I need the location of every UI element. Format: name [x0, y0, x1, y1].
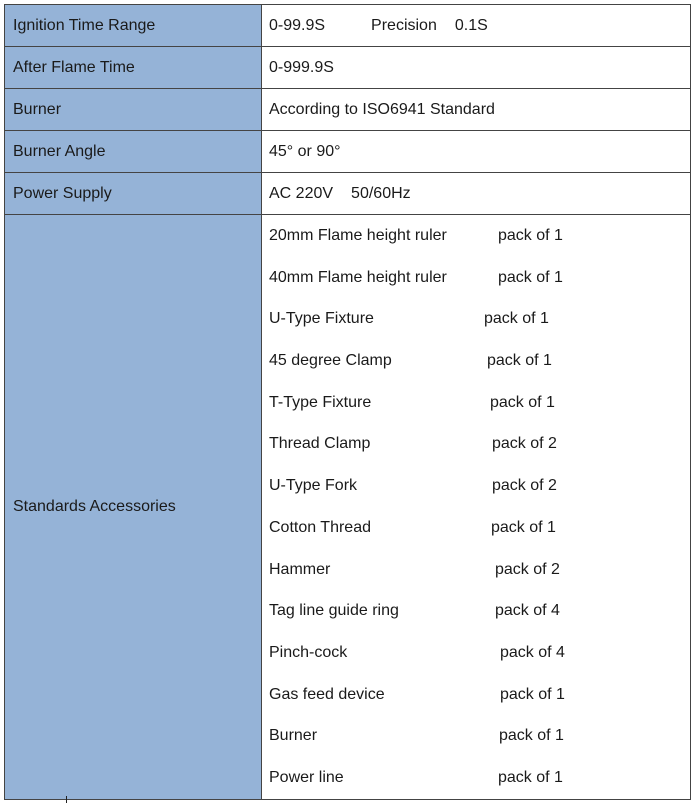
list-item: [269, 382, 690, 424]
accessory-qty: pack of 2: [495, 560, 560, 578]
precision-label: Precision: [371, 16, 437, 34]
ignition-range-value: 0-99.9S: [269, 16, 326, 34]
accessory-qty: pack of 1: [484, 310, 549, 328]
row-label: Power Supply: [5, 173, 262, 215]
page-mark: [66, 796, 67, 803]
list-item: [269, 757, 690, 799]
list-item: [269, 423, 690, 465]
table-row: [5, 89, 691, 131]
frequency-value: 50/60Hz: [351, 184, 411, 202]
list-item: [269, 674, 690, 716]
list-item: [269, 632, 690, 674]
accessory-name: Burner: [269, 727, 318, 745]
accessory-name: Pinch-cock: [269, 643, 348, 661]
list-item: [269, 257, 690, 299]
list-item: [269, 298, 690, 340]
accessory-qty: pack of 1: [499, 727, 564, 745]
accessory-name: 20mm Flame height ruler: [269, 227, 447, 244]
list-item: [269, 549, 690, 591]
row-value: [262, 173, 691, 215]
accessory-qty: pack of 2: [492, 477, 557, 495]
accessory-items: [269, 215, 690, 799]
accessory-qty: pack of 4: [495, 602, 560, 620]
list-item: [269, 590, 690, 632]
row-value: 45° or 90°: [262, 131, 691, 173]
accessory-qty: pack of 4: [500, 643, 565, 661]
list-item: [269, 215, 690, 257]
accessories-label: Standards Accessories: [5, 215, 262, 800]
accessory-qty: pack of 1: [491, 518, 556, 536]
accessories-list: [262, 215, 691, 800]
table-row: [5, 173, 691, 215]
accessory-qty: pack of 1: [498, 268, 563, 286]
row-value: 0-999.9S: [262, 47, 691, 89]
accessory-name: Thread Clamp: [269, 435, 371, 453]
table-row-accessories: [5, 215, 691, 800]
accessory-name: 40mm Flame height ruler: [269, 268, 447, 286]
accessory-name: U-Type Fork: [269, 477, 358, 495]
accessory-name: 45 degree Clamp: [269, 352, 392, 370]
accessory-qty: pack of 1: [487, 352, 552, 370]
precision-value: 0.1S: [454, 16, 488, 34]
list-item: [269, 340, 690, 382]
accessory-name: Cotton Thread: [269, 518, 371, 536]
list-item: [269, 465, 690, 507]
accessory-qty: pack of 1: [498, 227, 563, 244]
accessory-name: Power line: [269, 768, 344, 786]
row-value: [262, 5, 691, 47]
accessory-qty: pack of 1: [490, 393, 555, 411]
row-label: Burner Angle: [5, 131, 262, 173]
accessory-name: Hammer: [269, 560, 331, 578]
list-item: [269, 715, 690, 757]
table-row: [5, 47, 691, 89]
table-row: [5, 5, 691, 47]
table-row: [5, 131, 691, 173]
spec-table: [4, 4, 691, 800]
accessory-qty: pack of 2: [492, 435, 557, 453]
row-label: Burner: [5, 89, 262, 131]
accessory-name: Tag line guide ring: [269, 602, 399, 620]
accessory-qty: pack of 1: [500, 685, 565, 703]
accessory-name: U-Type Fixture: [269, 310, 374, 328]
accessory-name: Gas feed device: [269, 685, 385, 703]
row-label: Ignition Time Range: [5, 5, 262, 47]
list-item: [269, 507, 690, 549]
accessory-name: T-Type Fixture: [269, 393, 372, 411]
voltage-value: AC 220V: [269, 184, 334, 202]
accessory-qty: pack of 1: [498, 768, 563, 786]
row-value: According to ISO6941 Standard: [262, 89, 691, 131]
row-label: After Flame Time: [5, 47, 262, 89]
